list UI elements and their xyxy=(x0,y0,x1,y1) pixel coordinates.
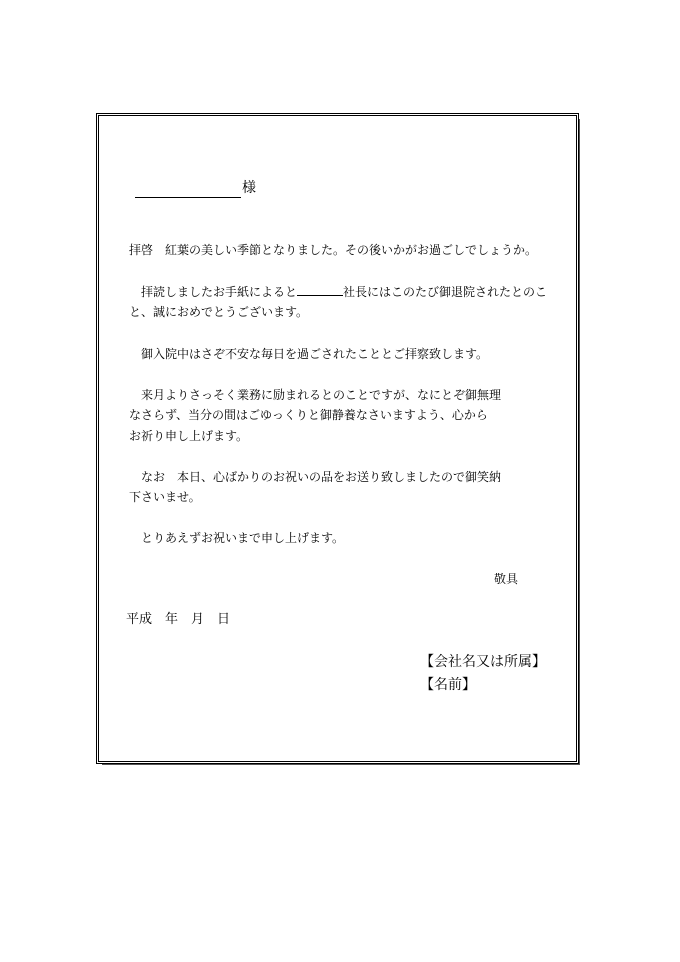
addressee-suffix: 様 xyxy=(242,180,256,196)
paragraph-1-after-blank: 社長にはこのたび御退院されたとのこ xyxy=(343,285,548,299)
paragraph-1-before-blank: 拝読しましたお手紙によると xyxy=(129,285,298,299)
paragraph-1-line-2: と、誠におめでとうございます。 xyxy=(129,305,309,319)
sender-company: 【会社名又は所属】 xyxy=(420,654,546,670)
sender-name: 【名前】 xyxy=(420,677,476,693)
date-line: 平成 年 月 日 xyxy=(126,612,231,627)
paragraph-5: とりあえずお祝いまで申し上げます。 xyxy=(129,531,345,545)
addressee-blank xyxy=(135,181,241,198)
closing: 敬具 xyxy=(494,572,519,586)
paragraph-4-line-2: 下さいませ。 xyxy=(129,490,201,504)
paragraph-4-line-1: なお 本日、心ばかりのお祝いの品をお送り致しましたので御笑納 xyxy=(129,470,502,484)
paragraph-2: 御入院中はさぞ不安な毎日を過ごされたこととご拝察致します。 xyxy=(129,347,489,361)
paragraph-1-line-1 xyxy=(129,282,547,302)
paragraph-3-line-1: 来月よりさっそく業務に励まれるとのことですが、なにとぞ御無理 xyxy=(129,388,502,402)
paragraph-3-line-3: お祈り申し上げます。 xyxy=(129,429,249,443)
president-name-blank xyxy=(297,282,343,296)
paragraph-3-line-2: なさらず、当分の間はごゆっくりと御静養なさいますよう、心から xyxy=(129,408,488,422)
addressee-line xyxy=(135,178,256,198)
greeting-line: 拝啓 紅葉の美しい季節となりました。その後いかがお過ごしでしょうか。 xyxy=(129,243,538,257)
